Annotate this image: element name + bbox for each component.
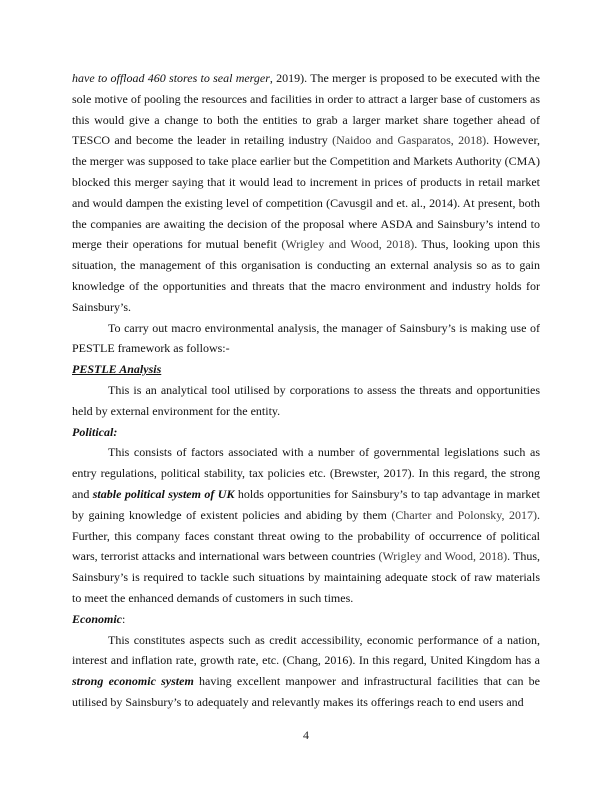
pestle-description: This is an analytical tool utilised by corporations to assess the threats and opportunities held by external environment for the entity. [72,382,540,418]
emphasis: stable political system of UK [92,486,235,501]
economic-paragraph: This constitutes aspects such as credit accessibility, economic performance of a nation, interest and inflation rate, growth rate, etc. (Chang, 2016). In this regard, United Kingdom has a strong economic system having excellent manpower and infrastructural facilities that can be utilised by Sainsbury’s to adequately and relevantly makes its offerings reach to end users and [72,632,540,709]
intro-paragraph: have to offload 460 stores to seal merger, 2019). The merger is proposed to be executed with the sole motive of pooling the resources and facilities in order to attract a larger base of customers as this would give a change to both the entities to grab a larger market share together ahead of TESCO and become the leader in retailing industry (Naidoo and Gasparatos, 2018). However, the merger was supposed to take place earlier but the Competition and Markets Authority (CMA) blocked this merger saying that it would lead to increment in prices of products in retail market and would dampen the existing level of competition (Cavusgil and et. al., 2014). At present, both the companies are awaiting the decision of the proposal where ASDA and Sainsbury’s intend to merge their operations for mutual benefit (Wrigley and Wood, 2018). Thus, looking upon this situation, the management of this organisation is conducting an external analysis so as to gain knowledge of the opportunities and threats that the macro environment and industry holds for Sainsbury’s. [72,71,540,314]
pestle-heading: PESTLE Analysis [72,362,162,377]
citation: (Charter and Polonsky, 2017) [391,507,538,522]
pestle-intro-paragraph: To carry out macro environmental analysis, the manager of Sainsbury’s is making use of PESTLE framework as follows:- [72,320,540,356]
political-paragraph: This consists of factors associated with a number of governmental legislations such as entry regulations, political stability, tax policies etc. (Brewster, 2017). In this regard, the strong and stable political system of UK holds opportunities for Sainsbury’s to tap advantage in market by gaining knowledge of existent policies and abiding by them (Charter and Polonsky, 2017). Further, this company faces constant threat owing to the probability of occurrence of political wars, terrorist attacks and international wars between countries (Wrigley and Wood, 2018). Thus, Sainsbury’s is required to tackle such situations by maintaining adequate stock of raw materials to meet the enhanced demands of customers in such times. [72,445,541,605]
citation: (Wrigley and Wood, 2018) [281,237,415,252]
economic-heading: Economic: [72,611,126,626]
page-number: 4 [303,728,309,742]
article-title-italic: have to offload 460 stores to seal merger [72,71,270,85]
political-heading: Political: [72,424,118,439]
document-page [72,68,540,713]
emphasis: strong economic system [72,674,194,689]
citation: (Naidoo and Gasparatos, 2018) [332,133,487,148]
citation: (Wrigley and Wood, 2018) [378,549,508,564]
